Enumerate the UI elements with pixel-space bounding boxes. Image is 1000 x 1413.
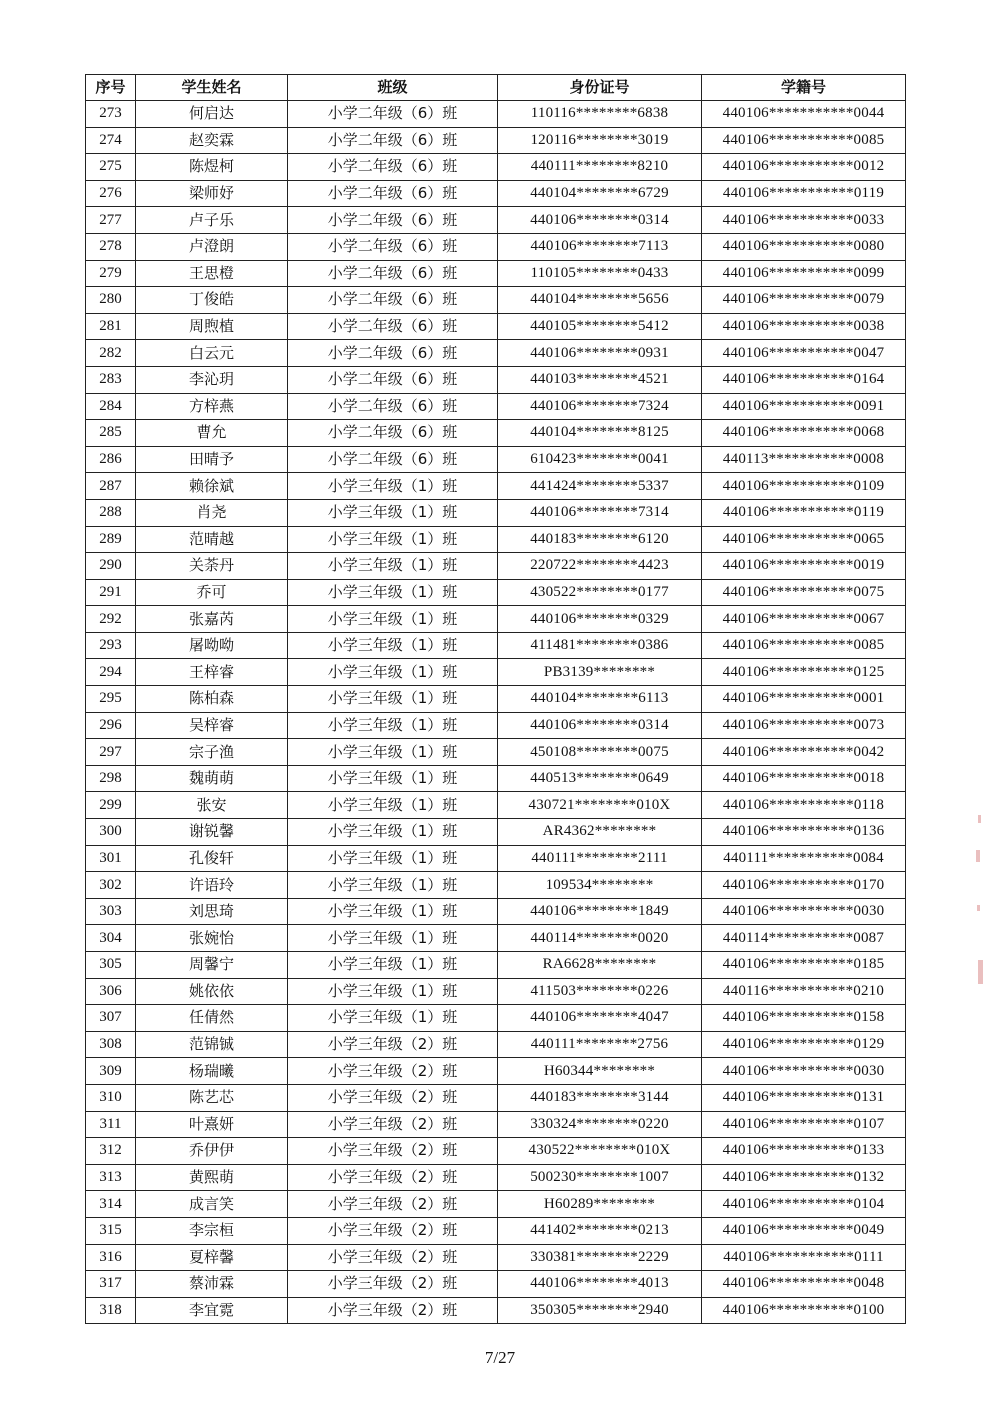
id-number-cell: 440183********3144 — [498, 1084, 702, 1111]
registration-number-cell: 440106***********0073 — [702, 712, 906, 739]
student-name-cell: 丁俊皓 — [136, 287, 288, 314]
registration-number-cell: 440106***********0080 — [702, 233, 906, 260]
serial-number-cell: 313 — [86, 1164, 136, 1191]
student-name-cell: 蔡沛霖 — [136, 1271, 288, 1298]
table-row — [86, 446, 906, 473]
id-number-cell: 500230********1007 — [498, 1164, 702, 1191]
id-number-cell: 440513********0649 — [498, 765, 702, 792]
table-header — [86, 75, 906, 101]
table-row — [86, 1164, 906, 1191]
registration-number-cell: 440106***********0133 — [702, 1138, 906, 1165]
registration-number-cell: 440106***********0100 — [702, 1297, 906, 1324]
id-number-cell: 110116********6838 — [498, 101, 702, 128]
registration-number-cell: 440106***********0091 — [702, 393, 906, 420]
id-number-cell: H60344******** — [498, 1058, 702, 1085]
serial-number-cell: 275 — [86, 154, 136, 181]
student-name-cell: 范锦铖 — [136, 1031, 288, 1058]
student-name-cell: 乔伊伊 — [136, 1138, 288, 1165]
serial-number-cell: 288 — [86, 499, 136, 526]
student-name-cell: 肖尧 — [136, 499, 288, 526]
class-cell: 小学二年级（6）班 — [288, 127, 498, 154]
registration-number-cell: 440106***********0048 — [702, 1271, 906, 1298]
serial-number-cell: 306 — [86, 978, 136, 1005]
registration-number-cell: 440106***********0158 — [702, 1005, 906, 1032]
student-name-cell: 夏梓馨 — [136, 1244, 288, 1271]
serial-number-cell: 315 — [86, 1217, 136, 1244]
student-name-cell: 陈柏森 — [136, 686, 288, 713]
registration-number-cell: 440106***********0049 — [702, 1217, 906, 1244]
table-row — [86, 1058, 906, 1085]
serial-number-cell: 285 — [86, 420, 136, 447]
registration-number-cell: 440106***********0111 — [702, 1244, 906, 1271]
table-row — [86, 819, 906, 846]
red-stamp-edge-mark — [977, 905, 980, 911]
student-roster-table — [85, 74, 906, 1324]
student-name-cell: 周煦植 — [136, 313, 288, 340]
class-cell: 小学三年级（1）班 — [288, 499, 498, 526]
id-number-cell: 440103********4521 — [498, 366, 702, 393]
class-cell: 小学三年级（2）班 — [288, 1031, 498, 1058]
student-name-cell: 何启达 — [136, 101, 288, 128]
serial-number-cell: 308 — [86, 1031, 136, 1058]
table-row — [86, 207, 906, 234]
class-cell: 小学二年级（6）班 — [288, 154, 498, 181]
student-name-cell: 成言笑 — [136, 1191, 288, 1218]
table-row — [86, 1031, 906, 1058]
id-number-cell: 440104********6113 — [498, 686, 702, 713]
serial-number-cell: 274 — [86, 127, 136, 154]
student-name-cell: 乔可 — [136, 579, 288, 606]
table-row — [86, 845, 906, 872]
red-stamp-edge-mark — [976, 850, 980, 862]
registration-number-cell: 440106***********0099 — [702, 260, 906, 287]
id-number-cell: RA6628******** — [498, 952, 702, 979]
id-number-cell: 430721********010X — [498, 792, 702, 819]
id-number-cell: 430522********010X — [498, 1138, 702, 1165]
registration-number-cell: 440106***********0038 — [702, 313, 906, 340]
registration-number-cell: 440106***********0136 — [702, 819, 906, 846]
student-name-cell: 王思橙 — [136, 260, 288, 287]
table-row — [86, 765, 906, 792]
id-number-cell: 440106********0329 — [498, 606, 702, 633]
registration-number-cell: 440106***********0047 — [702, 340, 906, 367]
registration-number-cell: 440106***********0067 — [702, 606, 906, 633]
table-row — [86, 260, 906, 287]
class-cell: 小学二年级（6）班 — [288, 446, 498, 473]
registration-number-cell: 440106***********0170 — [702, 872, 906, 899]
serial-number-cell: 293 — [86, 632, 136, 659]
id-number-cell: 440111********8210 — [498, 154, 702, 181]
class-cell: 小学二年级（6）班 — [288, 420, 498, 447]
id-number-cell: 440104********6729 — [498, 180, 702, 207]
student-name-cell: 白云元 — [136, 340, 288, 367]
id-number-cell: 440106********7113 — [498, 233, 702, 260]
class-cell: 小学二年级（6）班 — [288, 233, 498, 260]
table-row — [86, 978, 906, 1005]
table-body — [86, 101, 906, 1324]
student-name-cell: 李宜霓 — [136, 1297, 288, 1324]
class-cell: 小学三年级（1）班 — [288, 1005, 498, 1032]
table-row — [86, 473, 906, 500]
serial-number-cell: 302 — [86, 872, 136, 899]
student-name-cell: 张安 — [136, 792, 288, 819]
registration-number-cell: 440106***********0075 — [702, 579, 906, 606]
class-cell: 小学三年级（1）班 — [288, 606, 498, 633]
student-name-cell: 陈煜柯 — [136, 154, 288, 181]
class-cell: 小学三年级（1）班 — [288, 872, 498, 899]
registration-number-cell: 440106***********0132 — [702, 1164, 906, 1191]
table-row — [86, 526, 906, 553]
registration-number-cell: 440106***********0107 — [702, 1111, 906, 1138]
serial-number-cell: 304 — [86, 925, 136, 952]
registration-number-cell: 440114***********0087 — [702, 925, 906, 952]
table-row — [86, 393, 906, 420]
serial-number-cell: 298 — [86, 765, 136, 792]
student-name-cell: 叶熹妍 — [136, 1111, 288, 1138]
table-row — [86, 872, 906, 899]
serial-number-cell: 294 — [86, 659, 136, 686]
student-name-cell: 黄熙萌 — [136, 1164, 288, 1191]
header-registration-number: 学籍号 — [702, 75, 906, 101]
student-name-cell: 李沁玥 — [136, 366, 288, 393]
student-name-cell: 任倩然 — [136, 1005, 288, 1032]
id-number-cell: 440106********0314 — [498, 712, 702, 739]
id-number-cell: 220722********4423 — [498, 553, 702, 580]
serial-number-cell: 277 — [86, 207, 136, 234]
table-row — [86, 313, 906, 340]
id-number-cell: 440106********0314 — [498, 207, 702, 234]
serial-number-cell: 307 — [86, 1005, 136, 1032]
table-row — [86, 952, 906, 979]
table-row — [86, 1138, 906, 1165]
class-cell: 小学二年级（6）班 — [288, 180, 498, 207]
red-stamp-edge-mark — [978, 815, 981, 823]
id-number-cell: H60289******** — [498, 1191, 702, 1218]
registration-number-cell: 440116***********0210 — [702, 978, 906, 1005]
id-number-cell: 330381********2229 — [498, 1244, 702, 1271]
serial-number-cell: 317 — [86, 1271, 136, 1298]
table-row — [86, 1005, 906, 1032]
class-cell: 小学三年级（2）班 — [288, 1138, 498, 1165]
serial-number-cell: 273 — [86, 101, 136, 128]
class-cell: 小学三年级（1）班 — [288, 553, 498, 580]
registration-number-cell: 440106***********0185 — [702, 952, 906, 979]
registration-number-cell: 440106***********0012 — [702, 154, 906, 181]
table-row — [86, 1244, 906, 1271]
class-cell: 小学二年级（6）班 — [288, 207, 498, 234]
serial-number-cell: 287 — [86, 473, 136, 500]
table-row — [86, 499, 906, 526]
class-cell: 小学三年级（1）班 — [288, 659, 498, 686]
class-cell: 小学三年级（2）班 — [288, 1058, 498, 1085]
student-name-cell: 陈艺芯 — [136, 1084, 288, 1111]
registration-number-cell: 440106***********0104 — [702, 1191, 906, 1218]
registration-number-cell: 440111***********0084 — [702, 845, 906, 872]
serial-number-cell: 303 — [86, 898, 136, 925]
class-cell: 小学二年级（6）班 — [288, 340, 498, 367]
student-name-cell: 谢锐馨 — [136, 819, 288, 846]
serial-number-cell: 316 — [86, 1244, 136, 1271]
student-name-cell: 张嘉芮 — [136, 606, 288, 633]
class-cell: 小学三年级（1）班 — [288, 792, 498, 819]
table-row — [86, 686, 906, 713]
serial-number-cell: 299 — [86, 792, 136, 819]
class-cell: 小学三年级（1）班 — [288, 526, 498, 553]
id-number-cell: 411481********0386 — [498, 632, 702, 659]
table-row — [86, 632, 906, 659]
table-row — [86, 739, 906, 766]
student-name-cell: 张婉怡 — [136, 925, 288, 952]
class-cell: 小学三年级（1）班 — [288, 845, 498, 872]
serial-number-cell: 311 — [86, 1111, 136, 1138]
serial-number-cell: 295 — [86, 686, 136, 713]
registration-number-cell: 440106***********0125 — [702, 659, 906, 686]
student-name-cell: 魏萌萌 — [136, 765, 288, 792]
class-cell: 小学三年级（1）班 — [288, 952, 498, 979]
class-cell: 小学三年级（1）班 — [288, 898, 498, 925]
header-class: 班级 — [288, 75, 498, 101]
serial-number-cell: 282 — [86, 340, 136, 367]
table-row — [86, 1084, 906, 1111]
id-number-cell: 441424********5337 — [498, 473, 702, 500]
id-number-cell: 440105********5412 — [498, 313, 702, 340]
class-cell: 小学三年级（1）班 — [288, 978, 498, 1005]
table-row — [86, 1111, 906, 1138]
id-number-cell: 330324********0220 — [498, 1111, 702, 1138]
id-number-cell: AR4362******** — [498, 819, 702, 846]
id-number-cell: 440106********4013 — [498, 1271, 702, 1298]
registration-number-cell: 440106***********0065 — [702, 526, 906, 553]
student-name-cell: 宗子渔 — [136, 739, 288, 766]
id-number-cell: 440114********0020 — [498, 925, 702, 952]
class-cell: 小学三年级（1）班 — [288, 819, 498, 846]
registration-number-cell: 440106***********0129 — [702, 1031, 906, 1058]
red-stamp-edge-mark — [978, 960, 983, 984]
student-name-cell: 卢澄朗 — [136, 233, 288, 260]
class-cell: 小学三年级（2）班 — [288, 1111, 498, 1138]
registration-number-cell: 440106***********0119 — [702, 180, 906, 207]
class-cell: 小学三年级（2）班 — [288, 1084, 498, 1111]
table-row — [86, 154, 906, 181]
registration-number-cell: 440106***********0085 — [702, 127, 906, 154]
student-name-cell: 赵奕霖 — [136, 127, 288, 154]
student-name-cell: 孔俊轩 — [136, 845, 288, 872]
serial-number-cell: 292 — [86, 606, 136, 633]
registration-number-cell: 440106***********0119 — [702, 499, 906, 526]
id-number-cell: 440106********4047 — [498, 1005, 702, 1032]
serial-number-cell: 276 — [86, 180, 136, 207]
class-cell: 小学二年级（6）班 — [288, 101, 498, 128]
class-cell: 小学二年级（6）班 — [288, 393, 498, 420]
page-number: 7/27 — [484, 1348, 516, 1367]
student-name-cell: 刘思琦 — [136, 898, 288, 925]
header-id-number: 身份证号 — [498, 75, 702, 101]
class-cell: 小学三年级（1）班 — [288, 712, 498, 739]
table-row — [86, 553, 906, 580]
table-row — [86, 1297, 906, 1324]
serial-number-cell: 314 — [86, 1191, 136, 1218]
registration-number-cell: 440106***********0018 — [702, 765, 906, 792]
table-row — [86, 792, 906, 819]
id-number-cell: 440104********5656 — [498, 287, 702, 314]
registration-number-cell: 440106***********0033 — [702, 207, 906, 234]
table-row — [86, 1217, 906, 1244]
student-name-cell: 关荼丹 — [136, 553, 288, 580]
class-cell: 小学三年级（1）班 — [288, 579, 498, 606]
registration-number-cell: 440113***********0008 — [702, 446, 906, 473]
class-cell: 小学三年级（1）班 — [288, 473, 498, 500]
table-row — [86, 898, 906, 925]
registration-number-cell: 440106***********0030 — [702, 1058, 906, 1085]
serial-number-cell: 297 — [86, 739, 136, 766]
id-number-cell: 440183********6120 — [498, 526, 702, 553]
header-student-name: 学生姓名 — [136, 75, 288, 101]
serial-number-cell: 281 — [86, 313, 136, 340]
class-cell: 小学三年级（2）班 — [288, 1191, 498, 1218]
serial-number-cell: 318 — [86, 1297, 136, 1324]
id-number-cell: 430522********0177 — [498, 579, 702, 606]
serial-number-cell: 280 — [86, 287, 136, 314]
serial-number-cell: 310 — [86, 1084, 136, 1111]
class-cell: 小学三年级（1）班 — [288, 765, 498, 792]
class-cell: 小学二年级（6）班 — [288, 287, 498, 314]
table-row — [86, 1271, 906, 1298]
serial-number-cell: 300 — [86, 819, 136, 846]
table-row — [86, 420, 906, 447]
class-cell: 小学二年级（6）班 — [288, 260, 498, 287]
student-name-cell: 田晴予 — [136, 446, 288, 473]
student-name-cell: 方梓燕 — [136, 393, 288, 420]
registration-number-cell: 440106***********0085 — [702, 632, 906, 659]
registration-number-cell: 440106***********0109 — [702, 473, 906, 500]
serial-number-cell: 283 — [86, 366, 136, 393]
id-number-cell: 450108********0075 — [498, 739, 702, 766]
table-row — [86, 180, 906, 207]
registration-number-cell: 440106***********0042 — [702, 739, 906, 766]
class-cell: 小学三年级（2）班 — [288, 1217, 498, 1244]
header-serial-number: 序号 — [86, 75, 136, 101]
class-cell: 小学二年级（6）班 — [288, 366, 498, 393]
student-name-cell: 许语玲 — [136, 872, 288, 899]
serial-number-cell: 296 — [86, 712, 136, 739]
student-name-cell: 屠呦呦 — [136, 632, 288, 659]
serial-number-cell: 284 — [86, 393, 136, 420]
table-row — [86, 579, 906, 606]
serial-number-cell: 312 — [86, 1138, 136, 1165]
id-number-cell: PB3139******** — [498, 659, 702, 686]
student-name-cell: 李宗桓 — [136, 1217, 288, 1244]
id-number-cell: 120116********3019 — [498, 127, 702, 154]
student-name-cell: 吴梓睿 — [136, 712, 288, 739]
student-name-cell: 梁师妤 — [136, 180, 288, 207]
class-cell: 小学三年级（1）班 — [288, 739, 498, 766]
id-number-cell: 610423********0041 — [498, 446, 702, 473]
table-row — [86, 712, 906, 739]
student-name-cell: 姚依依 — [136, 978, 288, 1005]
class-cell: 小学三年级（1）班 — [288, 632, 498, 659]
registration-number-cell: 440106***********0044 — [702, 101, 906, 128]
table-row — [86, 340, 906, 367]
id-number-cell: 440111********2111 — [498, 845, 702, 872]
table-row — [86, 606, 906, 633]
id-number-cell: 411503********0226 — [498, 978, 702, 1005]
id-number-cell: 440106********1849 — [498, 898, 702, 925]
table-row — [86, 127, 906, 154]
id-number-cell: 441402********0213 — [498, 1217, 702, 1244]
student-name-cell: 王梓睿 — [136, 659, 288, 686]
class-cell: 小学三年级（1）班 — [288, 686, 498, 713]
id-number-cell: 110105********0433 — [498, 260, 702, 287]
registration-number-cell: 440106***********0164 — [702, 366, 906, 393]
id-number-cell: 440106********0931 — [498, 340, 702, 367]
student-name-cell: 杨瑞曦 — [136, 1058, 288, 1085]
registration-number-cell: 440106***********0019 — [702, 553, 906, 580]
id-number-cell: 440111********2756 — [498, 1031, 702, 1058]
id-number-cell: 350305********2940 — [498, 1297, 702, 1324]
registration-number-cell: 440106***********0079 — [702, 287, 906, 314]
id-number-cell: 440106********7324 — [498, 393, 702, 420]
student-name-cell: 卢子乐 — [136, 207, 288, 234]
class-cell: 小学三年级（2）班 — [288, 1297, 498, 1324]
student-name-cell: 赖徐斌 — [136, 473, 288, 500]
table-row — [86, 101, 906, 128]
serial-number-cell: 289 — [86, 526, 136, 553]
serial-number-cell: 291 — [86, 579, 136, 606]
table-row — [86, 1191, 906, 1218]
class-cell: 小学二年级（6）班 — [288, 313, 498, 340]
table-row — [86, 925, 906, 952]
class-cell: 小学三年级（2）班 — [288, 1244, 498, 1271]
table-row — [86, 287, 906, 314]
student-name-cell: 周馨宁 — [136, 952, 288, 979]
id-number-cell: 440104********8125 — [498, 420, 702, 447]
table-row — [86, 366, 906, 393]
serial-number-cell: 301 — [86, 845, 136, 872]
header-row — [86, 75, 906, 101]
registration-number-cell: 440106***********0118 — [702, 792, 906, 819]
serial-number-cell: 286 — [86, 446, 136, 473]
serial-number-cell: 309 — [86, 1058, 136, 1085]
serial-number-cell: 290 — [86, 553, 136, 580]
class-cell: 小学三年级（2）班 — [288, 1271, 498, 1298]
student-name-cell: 曹允 — [136, 420, 288, 447]
registration-number-cell: 440106***********0001 — [702, 686, 906, 713]
table-row — [86, 233, 906, 260]
registration-number-cell: 440106***********0068 — [702, 420, 906, 447]
registration-number-cell: 440106***********0131 — [702, 1084, 906, 1111]
id-number-cell: 109534******** — [498, 872, 702, 899]
class-cell: 小学三年级（2）班 — [288, 1164, 498, 1191]
student-name-cell: 范晴越 — [136, 526, 288, 553]
id-number-cell: 440106********7314 — [498, 499, 702, 526]
class-cell: 小学三年级（1）班 — [288, 925, 498, 952]
table-row — [86, 659, 906, 686]
registration-number-cell: 440106***********0030 — [702, 898, 906, 925]
serial-number-cell: 279 — [86, 260, 136, 287]
serial-number-cell: 278 — [86, 233, 136, 260]
serial-number-cell: 305 — [86, 952, 136, 979]
